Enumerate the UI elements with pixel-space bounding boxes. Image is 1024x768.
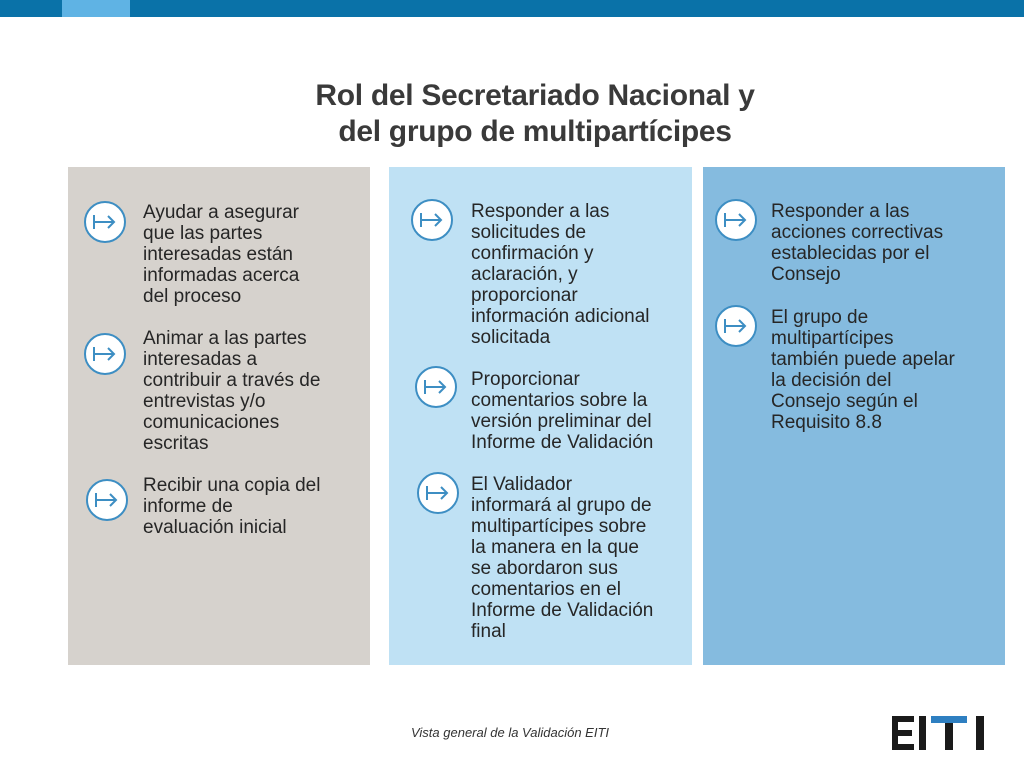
- list-item: Proporcionar comentarios sobre la versión preliminar del Informe de Validación: [471, 369, 654, 453]
- slide-title: [0, 78, 1024, 150]
- arrow-to-right-icon: [84, 201, 126, 243]
- list-item: El Validador informará al grupo de multipartícipes sobre la manera en la que se abordaron sus comentarios en el Informe de Validación final: [471, 474, 654, 642]
- arrow-to-right-icon: [86, 479, 128, 521]
- column-board: [703, 167, 1005, 665]
- arrow-to-right-icon: [84, 333, 126, 375]
- list-item: Animar a las partes interesadas a contribuir a través de entrevistas y/o comunicaciones escritas: [143, 328, 321, 454]
- list-item: Ayudar a asegurar que las partes interesadas están informadas acerca del proceso: [143, 202, 300, 307]
- column-stakeholder-group: [389, 167, 692, 665]
- slide-title-line-2: del grupo de multipartícipes: [338, 115, 732, 148]
- list-item: El grupo de multipartícipes también puede apelar la decisión del Consejo según el Requisito 8.8: [771, 307, 955, 433]
- arrow-to-right-icon: [417, 472, 459, 514]
- arrow-to-right-icon: [415, 366, 457, 408]
- arrow-to-right-icon: [715, 199, 757, 241]
- slide-title-line-1: Rol del Secretariado Nacional y: [315, 79, 755, 112]
- arrow-to-right-icon: [411, 199, 453, 241]
- list-item: Responder a las solicitudes de confirmación y aclaración, y proporcionar información adicional solicitada: [471, 201, 650, 348]
- arrow-to-right-icon: [715, 305, 757, 347]
- eiti-logo: [892, 716, 988, 750]
- footer-caption: Vista general de la Validación EITI: [410, 725, 609, 740]
- top-bar: [0, 0, 1024, 17]
- list-item: Responder a las acciones correctivas establecidas por el Consejo: [771, 201, 944, 285]
- top-bar-accent: [62, 0, 130, 17]
- list-item: Recibir una copia del informe de evaluación inicial: [143, 475, 321, 538]
- column-secretariat: [68, 167, 370, 665]
